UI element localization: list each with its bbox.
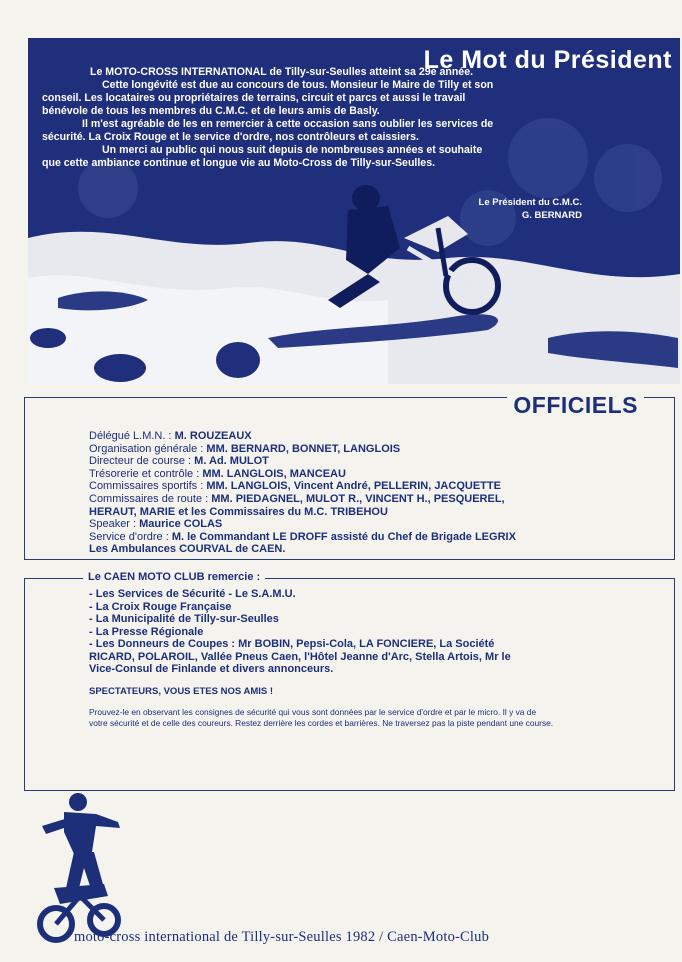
president-line: Un merci au public qui nous suit depuis de nombreuses années et souhaite [102, 144, 483, 156]
thanks-item: - La Croix Rouge Française [89, 600, 232, 613]
spectateurs-heading: SPECTATEURS, VOUS ETES NOS AMIS ! [89, 686, 274, 697]
official-row: Trésorerie et contrôle : MM. LANGLOIS, MANCEAU [89, 467, 346, 480]
official-row: Directeur de course : M. Ad. MULOT [89, 455, 269, 468]
president-line: sécurité. La Croix Rouge et le service d'ordre, nos contrôleurs et caissiers. [42, 131, 419, 143]
officiels-title: OFFICIELS [507, 392, 644, 419]
officiels-list [89, 430, 649, 556]
president-line: Le MOTO-CROSS INTERNATIONAL de Tilly-sur-Seulles atteint sa 29e année. [90, 66, 474, 78]
official-row: Commissaires sportifs : MM. LANGLOIS, Vincent André, PELLERIN, JACQUETTE [89, 480, 501, 493]
thanks-item-continued: RICARD, POLAROIL, Vallée Pneus Caen, l'Hôtel Jeanne d'Arc, Stella Artois, Mr le [89, 650, 511, 663]
remerciements-list [89, 588, 649, 676]
president-line: que cette ambiance continue et longue vie au Moto-Cross de Tilly-sur-Seulles. [42, 157, 436, 169]
official-row: Service d'ordre : M. le Commandant LE DROFF assisté du Chef de Brigade LEGRIX [89, 530, 516, 543]
president-message [42, 66, 602, 170]
rider-silhouette-icon [34, 792, 134, 944]
officiels-box [24, 392, 675, 560]
official-row: Les Ambulances COURVAL de CAEN. [89, 543, 286, 556]
president-signature [436, 196, 582, 222]
thanks-item: - Les Donneurs de Coupes : Mr BOBIN, Pepsi-Cola, LA FONCIERE, La Société [89, 638, 495, 650]
official-row: Commissaires de route : MM. PIEDAGNEL, MULOT R., VINCENT H., PESQUEREL, [89, 492, 505, 505]
thanks-item: - Les Services de Sécurité - Le S.A.M.U. [89, 588, 296, 600]
official-row: Organisation générale : MM. BERNARD, BONNET, LANGLOIS [89, 442, 401, 455]
official-row: Speaker : Maurice COLAS [89, 518, 223, 531]
thanks-item: - La Presse Régionale [89, 625, 204, 638]
signature-role: Le Président du C.M.C. [478, 197, 582, 208]
remerciements-title: Le CAEN MOTO CLUB remercie : [83, 571, 265, 583]
president-line: conseil. Les locataires ou propriétaires de terrains, circuit et parcs et aussi le travail [42, 92, 466, 104]
president-line: bénévole de tous les membres du C.M.C. et de leurs amis de Basly. [42, 105, 380, 117]
president-line: Cette longévité est due au concours de tous. Monsieur le Maire de Tilly et son [102, 79, 494, 91]
footer-caption: moto-cross international de Tilly-sur-Seulles 1982 / Caen-Moto-Club [74, 929, 490, 945]
safety-instructions [89, 707, 649, 729]
thanks-item: - La Municipalité de Tilly-sur-Seulles [89, 613, 279, 625]
safety-line: votre sécurité et de celle des coureurs. Restez derrière les cordes et barrières. Ne traversez pas la piste pendant une course. [89, 718, 554, 728]
remerciements-box [24, 571, 675, 791]
official-row: HERAUT, MARIE et les Commissaires du M.C. TRIBEHOU [89, 505, 388, 518]
president-line: Il m'est agréable de les en remercier à cette occasion sans oublier les services de [82, 118, 494, 130]
thanks-item-continued: Vice-Consul de Finlande et divers annonceurs. [89, 663, 334, 675]
president-photo-panel [28, 38, 680, 384]
signature-name: G. BERNARD [521, 210, 582, 221]
official-row: Délégué L.M.N. : M. ROUZEAUX [89, 430, 252, 442]
president-title: Le Mot du Président [423, 46, 672, 74]
safety-line: Prouvez-le en observant les consignes de sécurité qui vous sont données par le service d'ordre et par le micro. Il y va de [89, 707, 537, 717]
